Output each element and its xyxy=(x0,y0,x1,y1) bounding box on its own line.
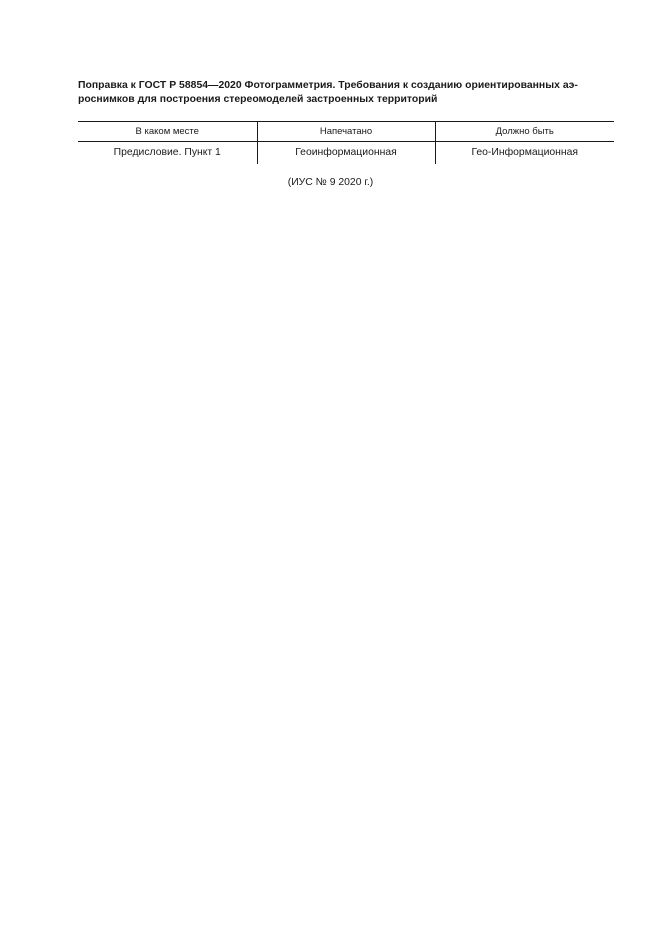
table-row xyxy=(78,142,614,164)
title-line-1: Поправка к ГОСТ Р 58854—2020 Фотограмметрия. Требования к созданию ориентированных аэ- xyxy=(78,80,578,91)
header-printed: Напечатано xyxy=(257,122,435,142)
table-header-row xyxy=(78,122,614,142)
amendment-title xyxy=(78,79,614,107)
cell-should-be: Гео-Информационная xyxy=(435,142,614,164)
header-should-be: Должно быть xyxy=(435,122,614,142)
title-line-2: роснимков для построения стереомоделей застроенных территорий xyxy=(78,94,438,105)
cell-location: Предисловие. Пункт 1 xyxy=(113,147,221,159)
cell-printed: Геоинформационная xyxy=(257,142,435,164)
source-note: (ИУС № 9 2020 г.) xyxy=(287,177,374,188)
amendment-table xyxy=(78,121,614,164)
header-location: В каком месте xyxy=(78,122,257,142)
